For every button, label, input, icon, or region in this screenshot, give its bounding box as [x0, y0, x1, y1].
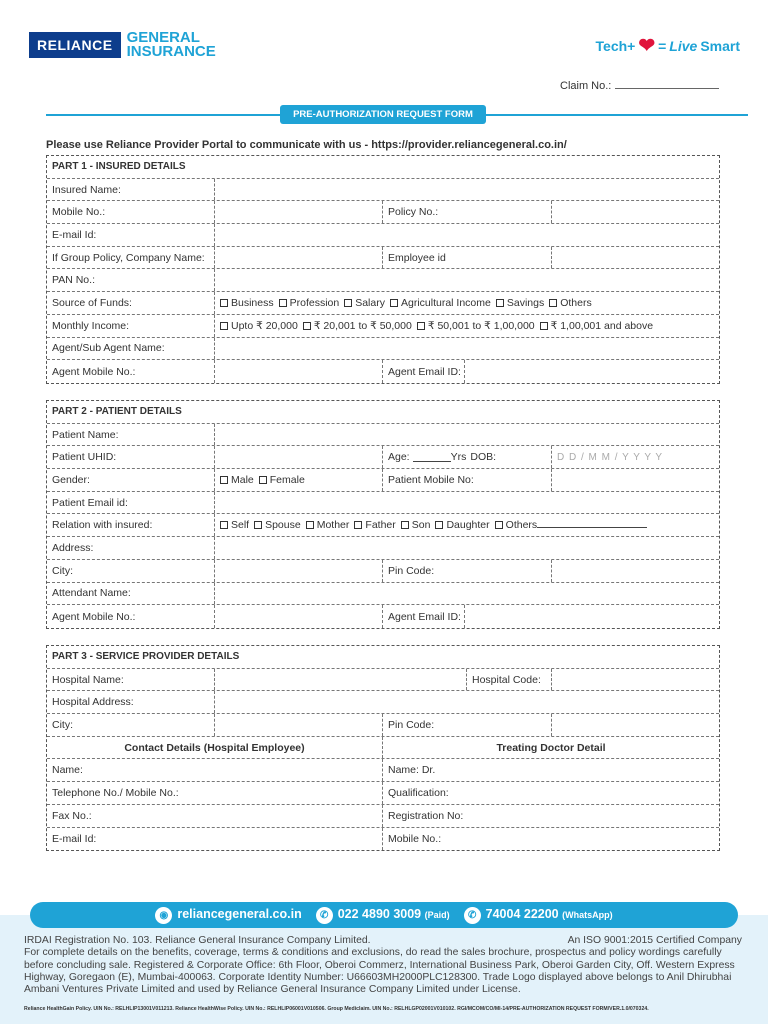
- input-doctor-name[interactable]: [383, 759, 719, 781]
- label-agent-name: Agent/Sub Agent Name:: [47, 338, 215, 360]
- part2-heading: PART 2 - PATIENT DETAILS: [52, 406, 182, 418]
- relation-options: [215, 514, 719, 536]
- checkbox-icon: [417, 322, 425, 330]
- checkbox-icon: [495, 521, 503, 529]
- label-dob: DOB:: [470, 451, 497, 464]
- input-mobile[interactable]: [215, 201, 383, 223]
- whatsapp-text: 74004 22200: [485, 906, 559, 921]
- doctor-details-heading: Treating Doctor Detail: [496, 741, 606, 754]
- option-label: Profession: [289, 296, 340, 309]
- option-label: Agricultural Income: [400, 296, 491, 309]
- iso-certification: An ISO 9001:2015 Certified Company: [567, 935, 742, 946]
- label-attendant: Attendant Name:: [47, 583, 215, 605]
- label-doctor-name: Name: Dr.: [388, 764, 436, 777]
- label-monthly-income: Monthly Income:: [47, 315, 215, 337]
- label-mobile: Mobile No.:: [47, 201, 215, 223]
- input-email[interactable]: [215, 224, 719, 246]
- checkbox-icon: [259, 476, 267, 484]
- option-label: Business: [231, 296, 274, 309]
- label-agent-mobile-2: Agent Mobile No.:: [47, 605, 215, 628]
- part3-heading: PART 3 - SERVICE PROVIDER DETAILS: [52, 651, 240, 663]
- label-registration: Registration No:: [388, 809, 464, 822]
- label-contact-email: E-mail Id:: [52, 832, 97, 845]
- label-hospital-city: City:: [47, 714, 215, 736]
- checkbox-income-4[interactable]: [540, 320, 653, 332]
- input-insured-name[interactable]: [215, 179, 719, 201]
- option-label: Son: [411, 519, 431, 532]
- checkbox-daughter[interactable]: [435, 519, 489, 531]
- label-agent-email-2: Agent Email ID:: [383, 605, 465, 628]
- option-label: Salary: [355, 296, 385, 309]
- label-fax: Fax No.:: [52, 809, 92, 822]
- checkbox-son[interactable]: [401, 519, 431, 531]
- option-label: Father: [365, 519, 396, 532]
- input-patient-email[interactable]: [215, 492, 719, 514]
- checkbox-income-3[interactable]: [417, 320, 535, 332]
- label-hospital-name: Hospital Name:: [47, 669, 215, 691]
- phone-note: (Paid): [424, 909, 450, 920]
- option-label: Savings: [506, 296, 545, 309]
- input-fax[interactable]: [47, 805, 383, 827]
- phone-icon: ✆: [316, 907, 333, 924]
- input-pin[interactable]: [552, 560, 719, 582]
- checkbox-icon: [220, 322, 228, 330]
- checkbox-icon: [220, 476, 228, 484]
- input-city[interactable]: [215, 560, 383, 582]
- tagline: [596, 36, 740, 56]
- logo-line-1: GENERAL: [126, 29, 200, 46]
- checkbox-icon: [344, 299, 352, 307]
- tagline-smart: Smart: [700, 38, 740, 54]
- checkbox-icon: [254, 521, 262, 529]
- logo-wordmark: RELIANCE: [29, 32, 121, 58]
- checkbox-icon: [220, 299, 228, 307]
- input-agent-email[interactable]: [465, 360, 719, 383]
- label-source-funds: Source of Funds:: [47, 292, 215, 314]
- checkbox-agricultural[interactable]: [390, 297, 491, 309]
- part1-heading: PART 1 - INSURED DETAILS: [52, 161, 186, 173]
- checkbox-salary[interactable]: [344, 297, 385, 309]
- source-funds-options: [215, 292, 719, 314]
- label-pin: Pin Code:: [383, 560, 552, 582]
- label-patient-name: Patient Name:: [47, 424, 215, 446]
- label-age: Age:: [388, 451, 410, 464]
- legal-text: [24, 935, 742, 996]
- input-agent-mobile[interactable]: [215, 360, 383, 383]
- option-label: ₹ 1,00,001 and above: [550, 319, 654, 332]
- website-text: reliancegeneral.co.in: [177, 906, 302, 921]
- checkbox-icon: [496, 299, 504, 307]
- input-patient-name[interactable]: [215, 424, 719, 446]
- label-insured-name: Insured Name:: [47, 179, 215, 201]
- input-hospital-city[interactable]: [215, 714, 383, 736]
- label-qualification: Qualification:: [388, 786, 449, 799]
- checkbox-icon: [390, 299, 398, 307]
- fineprint: Reliance HealthGain Policy. UIN No.: RELHLIP13001V011213. Reliance HealthWise Policy. UIN No.: RELHLIP06001V010506. Group Mediclaim. UIN No.: RELHLGP02001V010102. RGI/MCOM/CO/MI-14/PRE-AUTHORIZATION REQUEST FORM/VER.1.0/070324.: [24, 1006, 649, 1012]
- label-group-company: If Group Policy, Company Name:: [47, 247, 215, 269]
- part1-table: [46, 155, 720, 384]
- part3-table: [46, 645, 720, 851]
- input-relation-others[interactable]: [537, 519, 647, 528]
- input-policy[interactable]: [552, 201, 719, 223]
- label-agent-email: Agent Email ID:: [383, 360, 465, 383]
- checkbox-income-2[interactable]: [303, 320, 412, 332]
- input-hospital-address[interactable]: [215, 691, 719, 713]
- input-agent-name[interactable]: [215, 338, 719, 360]
- label-agent-mobile: Agent Mobile No.:: [47, 360, 215, 383]
- checkbox-female[interactable]: [259, 474, 305, 486]
- label-city: City:: [47, 560, 215, 582]
- checkbox-icon: [435, 521, 443, 529]
- label-patient-email: Patient Email id:: [47, 492, 215, 514]
- claim-number-field[interactable]: [560, 79, 719, 92]
- checkbox-icon: [279, 299, 287, 307]
- checkbox-relation-others[interactable]: [495, 519, 648, 531]
- input-dob[interactable]: D D / M M / Y Y Y Y: [557, 451, 664, 463]
- irdai-registration: IRDAI Registration No. 103. Reliance General Insurance Company Limited.: [24, 935, 371, 946]
- website-link[interactable]: [155, 907, 301, 924]
- option-label: Others: [505, 519, 538, 532]
- logo-subtitle: [127, 31, 216, 59]
- label-hospital-pin: Pin Code:: [383, 714, 552, 736]
- input-qualification[interactable]: [383, 782, 719, 804]
- checkbox-father[interactable]: [354, 519, 395, 531]
- option-label: ₹ 20,001 to ₹ 50,000: [313, 319, 412, 332]
- label-contact-phone: Telephone No./ Mobile No.:: [52, 786, 179, 799]
- input-address[interactable]: [215, 537, 719, 559]
- part2-table: [46, 400, 720, 629]
- input-attendant[interactable]: [215, 583, 719, 605]
- age-dob-cell: [383, 446, 552, 468]
- input-hospital-name[interactable]: [215, 669, 467, 691]
- tagline-equals: =: [658, 38, 667, 54]
- label-employee-id: Employee id: [383, 247, 552, 269]
- checkbox-income-1[interactable]: [220, 320, 298, 332]
- label-address: Address:: [47, 537, 215, 559]
- input-group-company[interactable]: [215, 247, 383, 269]
- checkbox-male[interactable]: [220, 474, 254, 486]
- option-label: Daughter: [446, 519, 490, 532]
- option-label: Female: [269, 473, 305, 486]
- checkbox-spouse[interactable]: [254, 519, 301, 531]
- company-logo: [29, 31, 216, 59]
- tagline-tech: Tech+: [595, 38, 636, 54]
- input-contact-name[interactable]: [47, 759, 383, 781]
- input-registration[interactable]: [383, 805, 719, 827]
- input-hospital-code[interactable]: [552, 669, 719, 691]
- checkbox-others[interactable]: [549, 297, 592, 309]
- income-options: [215, 315, 719, 337]
- contact-bar: [30, 902, 738, 928]
- checkbox-profession[interactable]: [279, 297, 340, 309]
- whatsapp-link[interactable]: [464, 907, 613, 924]
- checkbox-icon: [354, 521, 362, 529]
- checkbox-icon: [303, 322, 311, 330]
- input-agent-mobile-2[interactable]: [215, 605, 383, 628]
- phone-link[interactable]: [316, 907, 450, 924]
- checkbox-business[interactable]: [220, 297, 274, 309]
- checkbox-mother[interactable]: [306, 519, 350, 531]
- label-hospital-code: Hospital Code:: [467, 669, 552, 691]
- claim-label: Claim No.:: [560, 80, 612, 92]
- tagline-live: Live: [669, 38, 698, 54]
- gender-options: [215, 469, 383, 491]
- input-hospital-pin[interactable]: [552, 714, 719, 736]
- label-doctor-mobile: Mobile No.:: [388, 832, 442, 845]
- input-doctor-mobile[interactable]: [383, 828, 719, 851]
- heart-icon: ❤: [638, 35, 656, 57]
- checkbox-icon: [220, 521, 228, 529]
- whatsapp-note: (WhatsApp): [562, 909, 613, 920]
- label-email: E-mail Id:: [47, 224, 215, 246]
- label-yrs: Yrs: [450, 451, 467, 464]
- phone-text: 022 4890 3009: [337, 906, 422, 921]
- label-hospital-address: Hospital Address:: [47, 691, 215, 713]
- legal-disclaimer: For complete details on the benefits, coverage, terms & conditions and exclusions, do read the sales brochure, prospectus and policy wordings carefully before concluding sale. Registered & Corporate Office: 6th Floor, Oberoi Commerz, International Business Park, Oberoi Garden City, Off. Western Express Highway, Goregaon (E), Mumbai-400063. Corporate Identity Number: U66603MH2000PLC128300. Trade Logo displayed above belongs to Anil Dhirubhai Ambani Ventures Private Limited and used by Reliance General Insurance Company Limited under License.: [24, 947, 735, 996]
- logo-line-2: INSURANCE: [126, 43, 216, 60]
- contact-details-heading: Contact Details (Hospital Employee): [47, 737, 383, 759]
- input-contact-email[interactable]: [47, 828, 383, 851]
- option-label: Male: [231, 473, 254, 486]
- checkbox-icon: [540, 322, 548, 330]
- option-label: Mother: [316, 519, 350, 532]
- label-patient-uhid: Patient UHID:: [47, 446, 215, 468]
- checkbox-icon: [401, 521, 409, 529]
- input-agent-email-2[interactable]: [465, 605, 719, 628]
- input-contact-phone[interactable]: [47, 782, 383, 804]
- checkbox-icon: [306, 521, 314, 529]
- option-label: Self: [231, 519, 250, 532]
- checkbox-icon: [549, 299, 557, 307]
- option-label: ₹ 50,001 to ₹ 1,00,000: [427, 319, 535, 332]
- input-pan[interactable]: [215, 269, 719, 291]
- label-patient-mobile: Patient Mobile No:: [383, 469, 552, 491]
- checkbox-savings[interactable]: [496, 297, 544, 309]
- label-pan: PAN No.:: [47, 269, 215, 291]
- label-relation: Relation with insured:: [47, 514, 215, 536]
- portal-notice: Please use Reliance Provider Portal to communicate with us - https://provider.reliancegeneral.co.in/: [46, 139, 567, 151]
- option-label: Others: [560, 296, 592, 309]
- claim-blank[interactable]: [615, 79, 719, 89]
- input-age[interactable]: [413, 453, 451, 462]
- option-label: Upto ₹ 20,000: [231, 319, 298, 332]
- input-patient-mobile[interactable]: [552, 469, 719, 491]
- label-policy: Policy No.:: [383, 201, 552, 223]
- label-gender: Gender:: [47, 469, 215, 491]
- option-label: Spouse: [265, 519, 301, 532]
- input-employee-id[interactable]: [552, 247, 719, 269]
- globe-icon: ◉: [155, 907, 172, 924]
- checkbox-self[interactable]: [220, 519, 249, 531]
- label-contact-name: Name:: [52, 764, 83, 777]
- form-title: PRE-AUTHORIZATION REQUEST FORM: [280, 105, 486, 124]
- input-patient-uhid[interactable]: [215, 446, 383, 468]
- whatsapp-icon: ✆: [464, 907, 481, 924]
